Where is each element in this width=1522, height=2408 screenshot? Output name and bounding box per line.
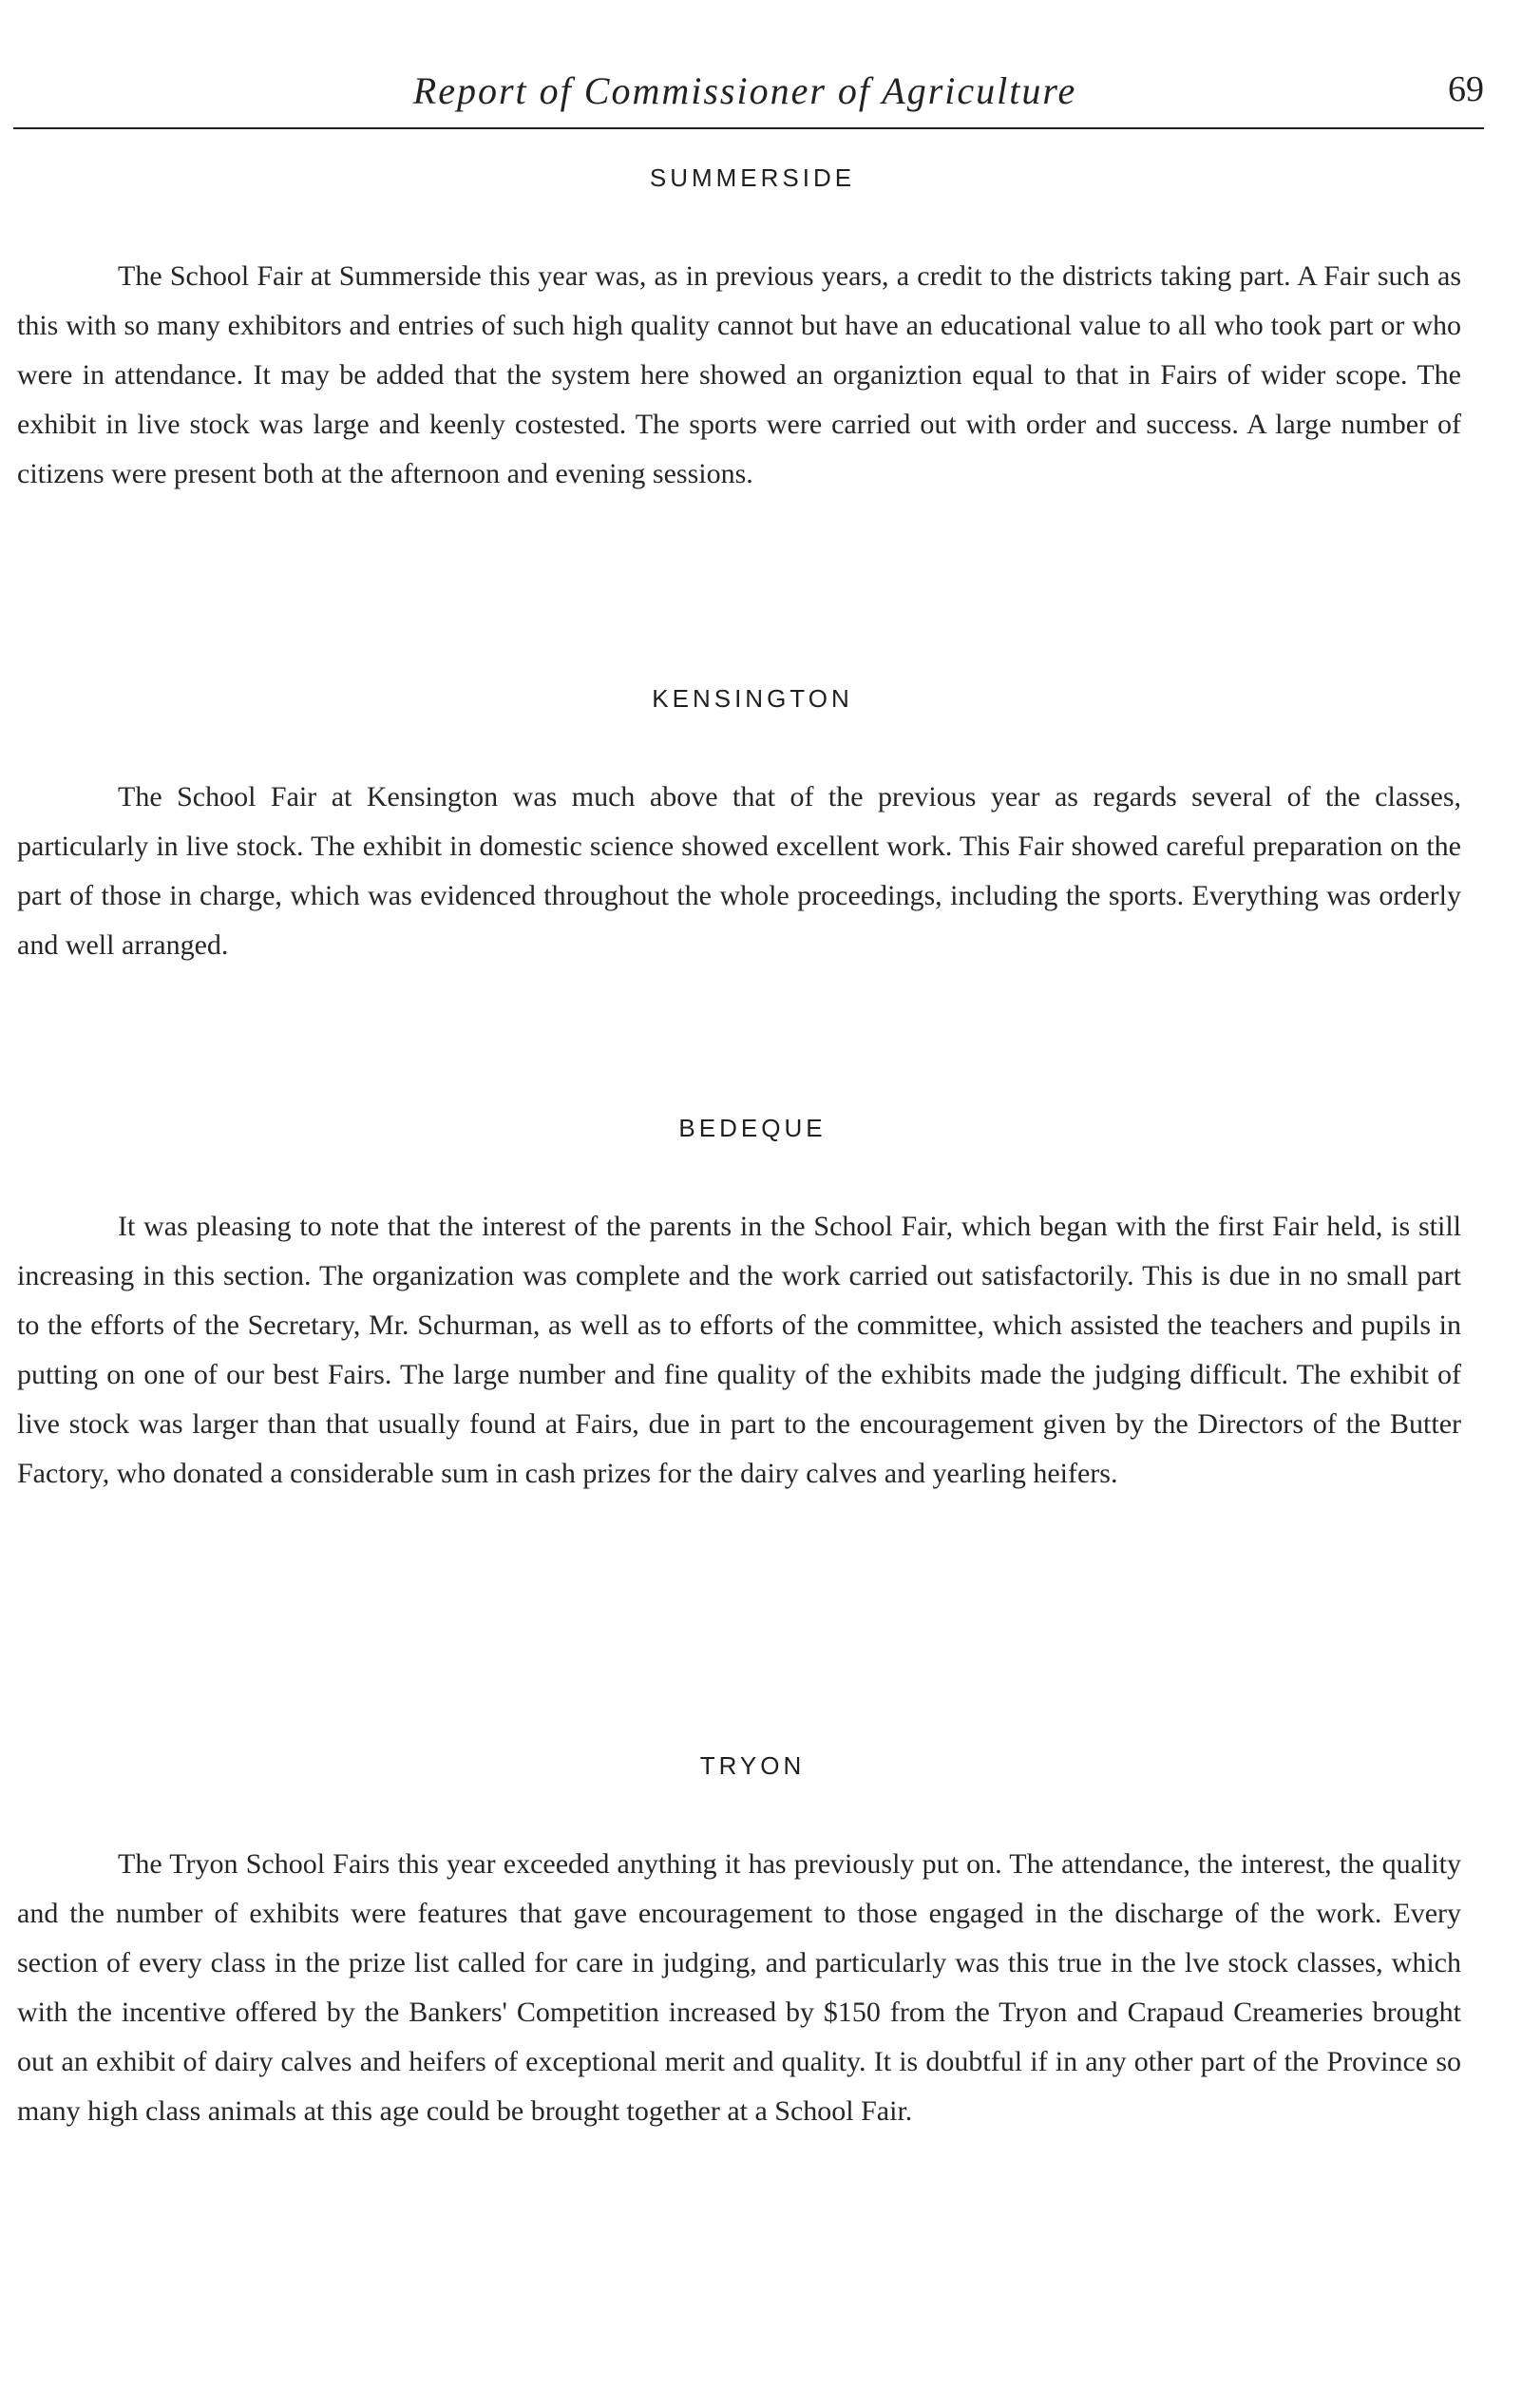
- page-number: 69: [1448, 69, 1484, 109]
- section-bedeque: [17, 1114, 1461, 1499]
- section-heading: TRYON: [699, 1751, 806, 1780]
- section-body: It was pleasing to note that the interest of the parents in the School Fair, which began with the first Fair held, is still increasing in this section. The organization was complete and the work carried out satisfactorily. This is due in no small part to the efforts of the Secretary, Mr. Schurman, as well as to efforts of the committee, which assisted the teachers and pupils in putting on one of our best Fairs. The large number and fine quality of the exhibits made the judging difficult. The exhibit of live stock was larger than that usually found at Fairs, due in part to the encouragement given by the Directors of the Butter Factory, who donated a considerable sum in cash prizes for the dairy calves and yearling heifers.: [17, 1211, 1461, 1489]
- section-heading: SUMMERSIDE: [649, 163, 856, 192]
- section-heading: KENSINGTON: [652, 684, 853, 713]
- section-kensington: [17, 684, 1461, 970]
- running-title: Report of Commissioner of Agriculture: [412, 69, 1077, 112]
- section-body: The School Fair at Kensington was much above that of the previous year as regards several of the classes, particularly in live stock. The exhibit in domestic science showed excellent work. This Fair showed careful preparation on the part of those in charge, which was evidenced throughout the whole proceedings, including the sports. Everything was orderly and well arranged.: [17, 781, 1461, 961]
- section-summerside: [17, 163, 1461, 499]
- section-body: The Tryon School Fairs this year exceeded anything it has previously put on. The attendance, the interest, the quality and the number of exhibits were features that gave encouragement to those engaged in the discharge of the work. Every section of every class in the prize list called for care in judging, and particularly was this true in the lve stock classes, which with the incentive offered by the Bankers' Competition increased by $150 from the Tryon and Crapaud Creameries brought out an exhibit of dairy calves and heifers of exceptional merit and quality. It is doubtful if in any other part of the Province so many high class animals at this age could be brought together at a School Fair.: [17, 1848, 1461, 2127]
- section-heading: BEDEQUE: [678, 1114, 827, 1142]
- section-body: The School Fair at Summerside this year was, as in previous years, a credit to the districts taking part. A Fair such as this with so many exhibitors and entries of such high quality cannot but have an educational value to all who took part or who were in attendance. It may be added that the system here showed an organiztion equal to that in Fairs of wider scope. The exhibit in live stock was large and keenly costested. The sports were carried out with order and success. A large number of citizens were present both at the afternoon and evening sessions.: [17, 260, 1461, 489]
- section-tryon: [17, 1751, 1461, 2136]
- page-header: [13, 68, 1484, 129]
